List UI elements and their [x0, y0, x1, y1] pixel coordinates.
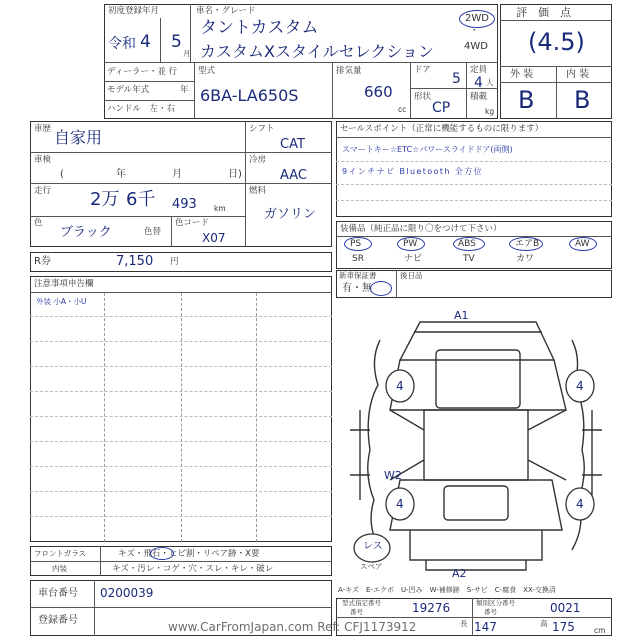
score-value: (4.5)	[528, 28, 585, 56]
displacement-value: 660	[364, 83, 393, 101]
class-label: 類別区分番号	[476, 599, 515, 607]
car-grade: カスタムXスタイルセレクション	[200, 42, 435, 61]
type-label: 型式	[198, 66, 216, 76]
drive-dot: ・	[470, 26, 479, 36]
score-label: 評 価 点	[516, 6, 571, 19]
inspection-label: 車検	[34, 155, 52, 165]
reg-month: 5	[171, 32, 182, 52]
door-value: 5	[452, 71, 461, 87]
spare-caption: スペア	[360, 562, 383, 571]
watermark: www.CarFromJapan.com Ref: CFJ1173912	[168, 620, 417, 634]
dealer-label: ディーラー・並 行	[107, 67, 178, 77]
recycle-unit: 円	[170, 257, 179, 267]
color-change-label: 色替	[144, 227, 162, 237]
type-cert-sub: 番号	[350, 608, 363, 616]
chassis-label: 車台番号	[38, 588, 78, 599]
chassis-value: 0200039	[100, 586, 154, 600]
mileage-label: 走行	[34, 186, 52, 196]
car-body-diagram	[340, 300, 612, 582]
fuel-value: ガソリン	[264, 207, 317, 222]
color-label: 色	[34, 218, 43, 228]
interior-grade-label: 内 装	[566, 69, 590, 80]
type-cert-label: 型式指定番号	[342, 599, 381, 607]
model-year-unit: 年	[180, 85, 189, 95]
exterior-grade: B	[518, 86, 535, 114]
equipment-title: 装備品（純正品に限り〇をつけて下さい）	[340, 224, 502, 234]
inspection-day: 日)	[228, 169, 242, 180]
shape-label: 形状	[414, 92, 432, 102]
damage-code-rear: A2	[452, 567, 467, 580]
displacement-label: 排気量	[336, 66, 362, 76]
tire-depth-front-right: 4	[576, 379, 584, 393]
tire-depth-rear-right: 4	[576, 497, 584, 511]
inspection-paren: (	[60, 169, 64, 180]
sales-line-1: スマートキー☆ETC☆パワースライドドア(両側)	[342, 145, 513, 154]
capacity-unit: 人	[486, 78, 494, 87]
tire-depth-rear-left: 4	[396, 497, 404, 511]
damage-legend: A-キズ E-エクボ U-凹み W-補修跡 S-サビ C-腐食 XX-交換済	[338, 586, 556, 594]
mileage-man: 2万	[90, 189, 120, 210]
height-value: 175	[552, 620, 575, 634]
shift-label: シフト	[249, 124, 275, 134]
interior-condition-values: キズ・汚レ・コゲ・穴・スレ・キレ・破レ	[112, 564, 274, 574]
damage-code-front: A1	[454, 309, 469, 322]
ac-value: AAC	[280, 168, 307, 183]
fuel-label: 燃料	[249, 186, 267, 196]
later-items-label: 後日品	[400, 271, 423, 280]
equip-aw: AW	[575, 239, 590, 249]
equip-airbag: エアB	[515, 239, 540, 249]
reg-year: 4	[140, 32, 151, 52]
recycle-value: 7,150	[116, 254, 154, 269]
exterior-grade-label: 外 装	[510, 69, 534, 80]
displacement-unit: cc	[398, 105, 407, 114]
notes-line: 外装 小A・小U	[36, 297, 87, 306]
color-code-label: 色コード	[175, 218, 210, 228]
color-code: X07	[202, 231, 226, 245]
color-value: ブラック	[60, 225, 112, 240]
inspection-month: 月	[172, 169, 182, 180]
month-unit: 月	[183, 49, 191, 58]
spare-tire-value: レス	[363, 541, 383, 552]
equip-pw: PW	[403, 239, 418, 249]
equip-tv: TV	[463, 254, 475, 264]
shift-value: CAT	[280, 137, 305, 152]
warranty-label: 新車保証書	[339, 271, 377, 280]
equip-leather: カワ	[516, 254, 535, 264]
windshield-label: フロントガラス	[34, 549, 87, 558]
windshield-values: キズ・飛石・ヒビ割・リペア跡・X要	[118, 549, 260, 559]
load-label: 積載	[470, 92, 488, 102]
era: 令和	[108, 36, 136, 52]
mileage-sen: 6千	[126, 189, 156, 210]
tire-depth-front-left: 4	[396, 379, 404, 393]
door-label: ドア	[414, 65, 431, 75]
shape-value: CP	[432, 100, 451, 116]
mileage-rest: 493	[172, 197, 197, 212]
height-label: 高	[540, 619, 548, 628]
load-unit: kg	[485, 107, 495, 116]
interior-grade: B	[574, 86, 591, 114]
use-value: 自家用	[54, 128, 103, 147]
ac-label: 冷房	[249, 155, 267, 165]
sales-line-2: 9インチナビ Bluetooth 全方位	[342, 167, 484, 176]
model-year-label: モデル年式	[107, 85, 150, 95]
capacity-label: 定員	[470, 65, 488, 75]
notes-label: 注意事項申告欄	[34, 279, 94, 289]
use-label: 車歴	[34, 124, 52, 134]
mileage-unit: km	[214, 204, 226, 213]
length-value: 147	[474, 620, 497, 634]
sales-title: セールスポイント（正常に機能するものに限ります）	[340, 124, 544, 134]
inspection-year: 年	[116, 169, 126, 180]
dimension-unit: cm	[594, 626, 606, 635]
type-cert-value: 19276	[412, 601, 451, 615]
interior-condition-label: 内装	[52, 564, 67, 573]
recycle-label: R券	[34, 256, 51, 267]
class-sub: 番号	[484, 608, 497, 616]
equip-navi: ナビ	[404, 254, 423, 264]
damage-code-left: W2	[384, 469, 402, 482]
equip-sr: SR	[352, 254, 364, 264]
drive-4wd: 4WD	[464, 41, 488, 52]
warranty-value: 有・無	[342, 283, 372, 294]
equip-ps: PS	[350, 239, 362, 249]
handle-label: ハンドル 左・右	[107, 104, 176, 114]
type-value: 6BA-LA650S	[200, 86, 299, 105]
car-name: タントカスタム	[200, 18, 319, 38]
capacity-value: 4	[474, 75, 483, 91]
drive-2wd: 2WD	[465, 13, 489, 24]
class-value: 0021	[550, 601, 581, 615]
length-label: 長	[460, 619, 468, 628]
equip-abs: ABS	[458, 239, 476, 249]
recycle-panel	[30, 252, 332, 272]
registration-label: 登録番号	[38, 615, 78, 626]
first-reg-label: 初度登録年月	[108, 6, 160, 16]
car-name-label: 車名・グレード	[196, 6, 256, 16]
